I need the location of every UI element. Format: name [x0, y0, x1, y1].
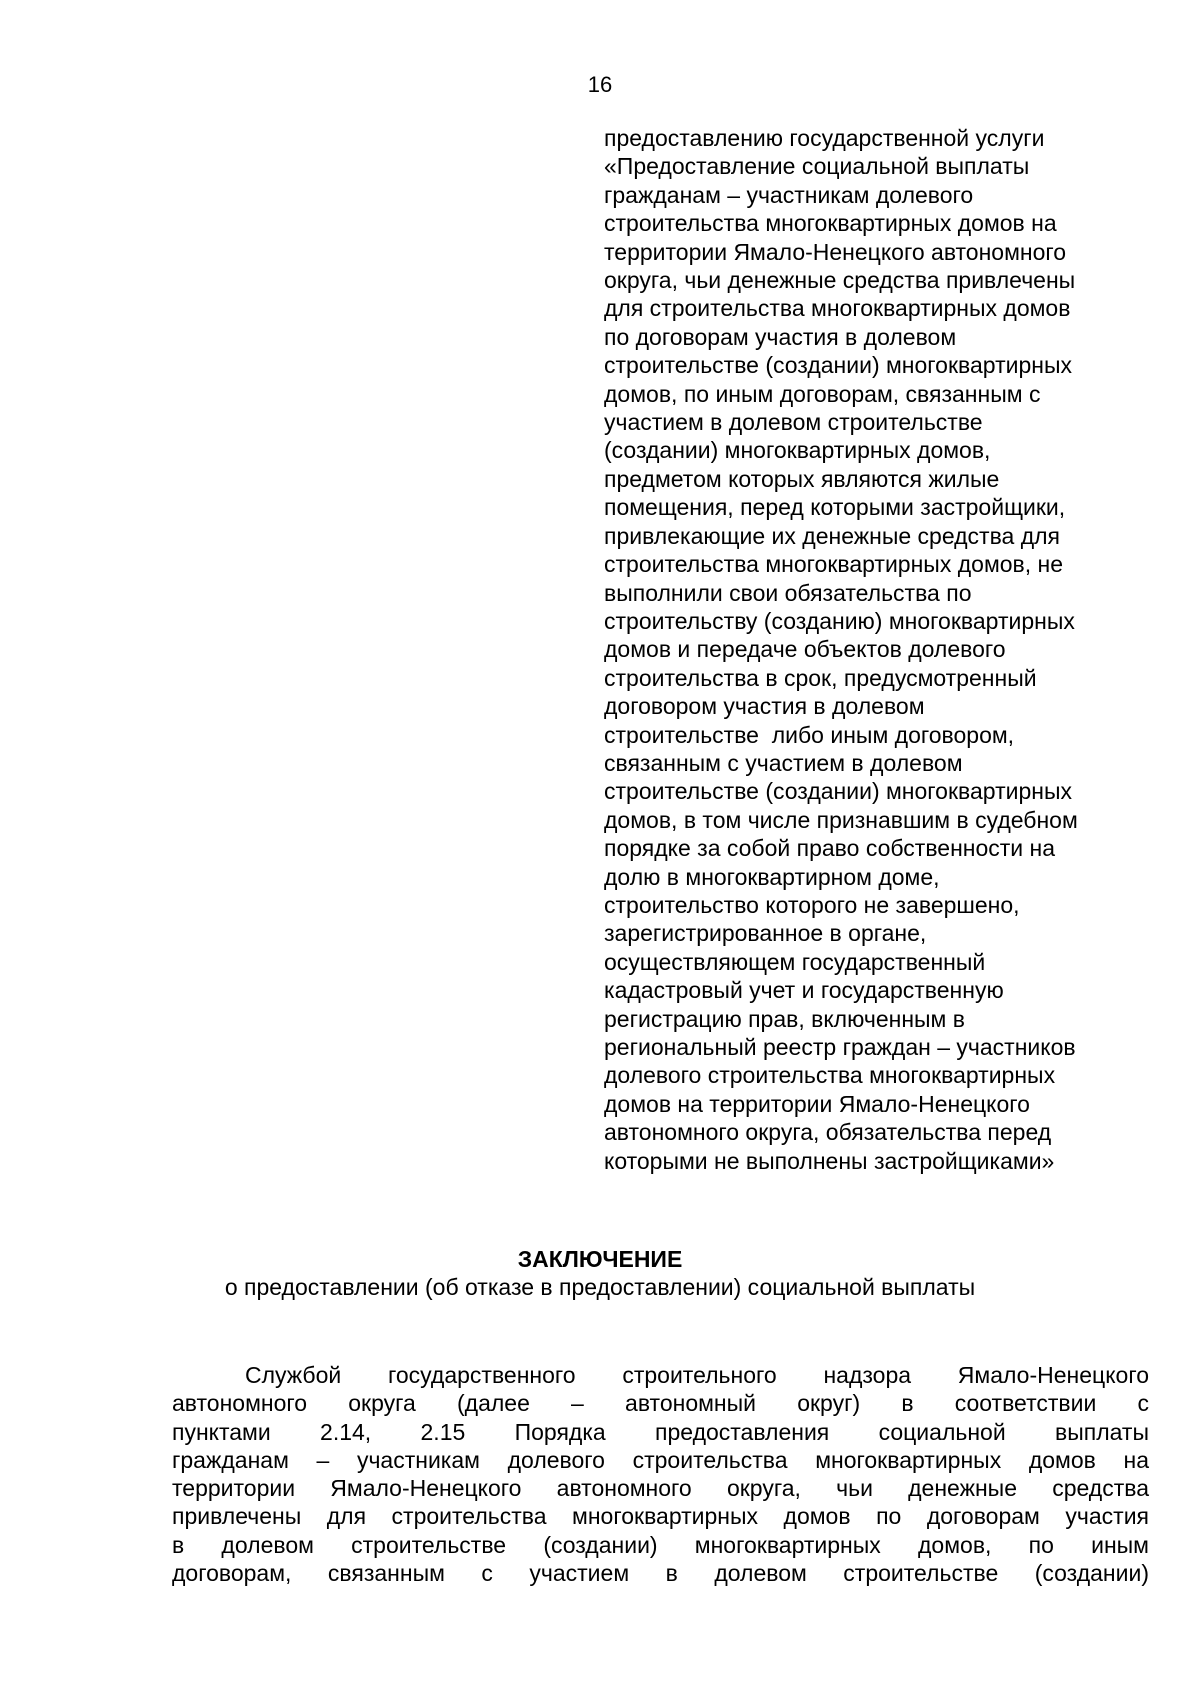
annex-line: строительстве (создании) многоквартирных	[604, 352, 1072, 379]
annex-line: выполнили свои обязательства по	[604, 579, 972, 606]
annex-line: строительстве либо иным договором,	[604, 721, 1015, 748]
annex-line: порядке за собой право собственности на	[604, 835, 1056, 862]
body-line: договорам, связанным с участием в долевом строительстве (создании)	[172, 1560, 1149, 1587]
annex-line: привлекающие их денежные средства для	[604, 522, 1061, 549]
annex-line: строительство которого не завершено,	[604, 891, 1020, 918]
document-subtitle: о предоставлении (об отказе в предоставлении) социальной выплаты	[224, 1274, 976, 1300]
annex-line: договором участия в долевом	[604, 693, 925, 720]
annex-line: автономного округа, обязательства перед	[604, 1119, 1052, 1146]
annex-line: строительства многоквартирных домов, не	[604, 551, 1064, 578]
body-line: территории Ямало-Ненецкого автономного округа, чьи денежные средства	[172, 1475, 1149, 1502]
annex-line: территории Ямало-Ненецкого автономного	[604, 238, 1067, 265]
annex-line: долю в многоквартирном доме,	[604, 863, 940, 890]
annex-line: регистрацию прав, включенным в	[604, 1005, 965, 1032]
annex-line: домов и передаче объектов долевого	[604, 636, 1006, 663]
annex-line: зарегистрированное в органе,	[604, 920, 927, 947]
page-number: 16	[587, 72, 613, 97]
document-title: ЗАКЛЮЧЕНИЕ	[517, 1246, 683, 1272]
annex-line: гражданам – участникам долевого	[604, 181, 974, 208]
annex-line: строительства в срок, предусмотренный	[604, 664, 1037, 691]
body-line: в долевом строительстве (создании) многоквартирных домов, по иным	[172, 1531, 1149, 1558]
annex-line: домов на территории Ямало-Ненецкого	[604, 1090, 1030, 1117]
annex-reference-block	[604, 124, 1164, 1175]
annex-line: (создании) многоквартирных домов,	[604, 437, 991, 464]
body-line: привлечены для строительства многоквартирных домов по договорам участия	[172, 1503, 1149, 1530]
annex-line: для строительства многоквартирных домов	[604, 295, 1071, 322]
body-line: пунктами 2.14, 2.15 Порядка предоставления социальной выплаты	[172, 1418, 1149, 1445]
body-line: Службой государственного строительного надзора Ямало-Ненецкого	[245, 1362, 1149, 1388]
annex-line: по договорам участия в долевом	[604, 323, 957, 350]
annex-line: которыми не выполнены застройщиками»	[604, 1147, 1055, 1174]
annex-line: предметом которых являются жилые	[604, 465, 1000, 492]
annex-line: предоставлению государственной услуги	[604, 125, 1045, 151]
annex-line: кадастровый учет и государственную	[604, 977, 1004, 1004]
annex-line: долевого строительства многоквартирных	[604, 1062, 1056, 1089]
annex-line: участием в долевом строительстве	[604, 409, 983, 436]
annex-line: домов, в том числе признавшим в судебном	[604, 806, 1078, 833]
annex-line: помещения, перед которыми застройщики,	[604, 494, 1066, 521]
annex-line: осуществляющем государственный	[604, 948, 986, 975]
annex-line: «Предоставление социальной выплаты	[604, 153, 1030, 180]
annex-line: связанным с участием в долевом	[604, 749, 963, 776]
document-body-paragraph	[172, 1361, 1149, 1587]
body-line: автономного округа (далее – автономный округ) в соответствии с	[172, 1390, 1149, 1417]
annex-line: домов, по иным договорам, связанным с	[604, 380, 1041, 407]
annex-line: строительству (созданию) многоквартирных	[604, 607, 1075, 634]
annex-line: строительстве (создании) многоквартирных	[604, 778, 1072, 805]
annex-line: строительства многоквартирных домов на	[604, 210, 1057, 237]
annex-line: округа, чьи денежные средства привлечены	[604, 267, 1076, 294]
body-line: гражданам – участникам долевого строительства многоквартирных домов на	[172, 1446, 1149, 1473]
annex-line: региональный реестр граждан – участников	[604, 1034, 1076, 1060]
